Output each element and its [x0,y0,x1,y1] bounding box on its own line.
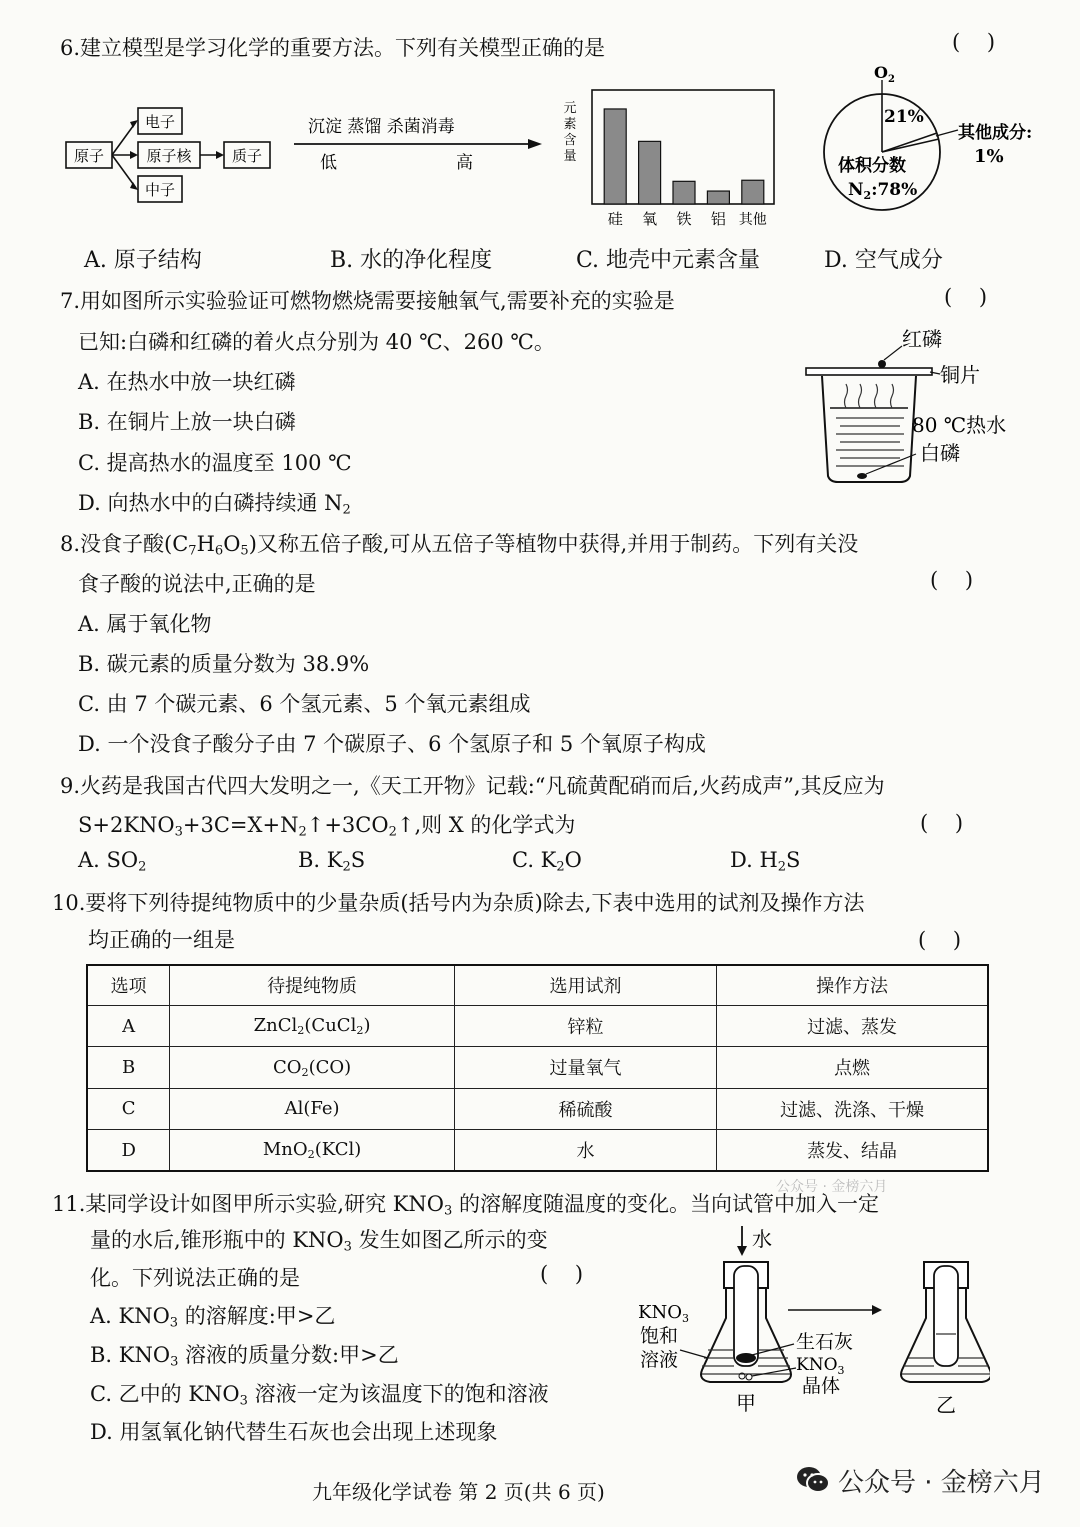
q11-stem-line1: 11.某同学设计如图甲所示实验,研究 $KNO_3$ 的溶解度随温度的变化。当向试管中加入一定 [52,1192,879,1219]
q8-option-b: B. 碳元素的质量分数为 38.9% [78,652,370,676]
page-footer: 九年级化学试卷 第 2 页(共 6 页) [312,1480,605,1504]
atom-structure-diagram [60,100,290,210]
crystal-label: 晶体 [802,1375,841,1397]
header-substance: 待提纯物质 [170,965,455,1005]
hot-water-label: 80 ℃热水 [912,413,1007,437]
q9-equation: $S+2KNO_3+3C=X+N_2↑+3CO_2↑$,则 X 的化学式为 [78,813,576,840]
degree-high: 高 [456,153,473,173]
white-phosphorus-label: 白磷 [920,441,960,465]
red-phosphorus-label: 红磷 [902,327,942,351]
y-axis-label-char: 素 [563,117,577,132]
bar-氧 [639,141,661,204]
faint-watermark: 公众号 · 金榜六月 [776,1179,888,1195]
q8-answer-paren: ( ) [930,568,974,592]
x-tick-label: 铝 [710,210,726,228]
quicklime-label: 生石灰 [796,1331,854,1353]
q7-option-b: B. 在铜片上放一块白磷 [78,410,296,434]
q10-stem-line2: 均正确的一组是 [88,928,235,952]
q7-known: 已知:白磷和红磷的着火点分别为 40 ℃、260 ℃。 [78,330,555,354]
q11-option-b: B. $KNO_3$ 溶液的质量分数:甲>乙 [90,1343,399,1370]
figure-yi-label: 乙 [936,1393,956,1417]
q9-stem-line1: 9.火药是我国古代四大发明之一,《天工开物》记载:“凡硫黄配硝而后,火药成声”,其反应为 [60,774,885,798]
table-row: A ZnCl$_2$(CuCl$_2$) 锌粒 过滤、蒸发 [87,1005,988,1046]
combustion-experiment-figure [800,326,1050,496]
copper-plate-label: 铜片 [940,363,980,387]
table-row: C Al(Fe) 稀硫酸 过滤、洗涤、干燥 [87,1088,988,1129]
wechat-account-label: 公众号 · 金榜六月 [838,1468,1045,1498]
table-row: B $CO_2(CO)$ 过量氧气 点燃 [87,1047,988,1088]
header-reagent: 选用试剂 [454,965,716,1005]
y-axis-label-char: 量 [563,149,577,164]
q11-stem-line2: 量的水后,锥形瓶中的 $KNO_3$ 发生如图乙所示的变 [90,1228,548,1255]
solution-label: 溶液 [640,1349,679,1371]
q6-option-b: B. 水的净化程度 [330,248,493,273]
x-tick-label: 氧 [642,210,658,228]
bar-铁 [673,181,695,204]
y-axis-label-char: 元 [563,101,577,116]
q7-stem: 7.用如图所示实验验证可燃物燃烧需要接触氧气,需要补充的实验是 [60,289,675,313]
degree-low: 低 [320,153,337,173]
red-phosphorus-dot [878,360,886,368]
q9-option-a: A. $SO_2$ [78,848,147,875]
q7-answer-paren: ( ) [944,285,988,309]
q8-option-c: C. 由 7 个碳元素、6 个氢元素、5 个氧元素组成 [78,692,531,716]
test-tube-jia [734,1266,758,1366]
q11-option-a: A. $KNO_3$ 的溶解度:甲>乙 [90,1304,336,1331]
q7-option-a: A. 在热水中放一块红磷 [78,370,296,394]
water-label: 水 [752,1227,772,1251]
q8-option-a: A. 属于氧化物 [78,612,212,636]
figure-jia-label: 甲 [736,1391,756,1415]
saturated-label: 饱和 [640,1325,679,1347]
copper-plate [806,368,932,375]
pie-center-label: 体积分数 [838,156,906,176]
bar-其他 [742,180,764,204]
q7-option-d: D. 向热水中的白磷持续通 $N_2$ [78,491,351,518]
q9-option-c: C. $K_2O$ [512,848,582,875]
bar-硅 [604,109,626,204]
neutron-label: 中子 [144,181,176,199]
air-composition-pie [818,64,1080,214]
test-tube-yi [934,1266,958,1366]
x-tick-label: 其他 [738,212,767,228]
q11-option-c: C. 乙中的 $KNO_3$ 溶液一定为该温度下的饱和溶液 [90,1382,549,1409]
q6-option-c: C. 地壳中元素含量 [576,248,761,273]
q6-stem: 6.建立模型是学习化学的重要方法。下列有关模型正确的是 [60,36,606,60]
header-option: 选项 [87,965,170,1005]
q8-stem-line1: 8.没食子酸$(C_7H_6O_5)$又称五倍子酸,可从五倍子等植物中获得,并用于制药。下列有关没 [60,532,859,559]
q9-option-b: B. $K_2S$ [298,848,366,875]
y-axis-label-char: 含 [563,133,577,148]
q8-stem-line2: 食子酸的说法中,正确的是 [78,572,316,596]
x-tick-label: 硅 [607,210,623,228]
nucleus-label: 原子核 [146,147,192,165]
white-phosphorus-dot [857,473,867,479]
table-header-row [87,965,988,1005]
q9-answer-paren: ( ) [920,811,964,835]
q6-answer-paren: ( ) [952,30,996,54]
q11-stem-line3: 化。下列说法正确的是 [90,1266,300,1290]
wechat-icon [796,1465,830,1495]
electron-label: 电子 [144,113,176,131]
water-purification-diagram [290,110,550,180]
n2-label: $N_2:78\%$ [848,180,918,202]
crust-element-chart [562,86,780,234]
other-percent: 1% [974,146,1004,167]
o2-label: $O_2$ [874,64,895,85]
kno3-solution-label: $KNO_3$ [638,1302,689,1325]
kno3-crystal-label: $KNO_3$ [796,1355,845,1377]
bar-铝 [707,191,729,204]
q11-option-d: D. 用氢氧化钠代替生石灰也会出现上述现象 [90,1420,498,1444]
purification-steps: 沉淀 蒸馏 杀菌消毒 [308,117,455,137]
q6-option-d: D. 空气成分 [824,248,943,273]
header-method: 操作方法 [717,965,988,1005]
q8-option-d: D. 一个没食子酸分子由 7 个碳原子、6 个氢原子和 5 个氧原子构成 [78,732,706,756]
atom-label: 原子 [73,147,105,165]
solubility-experiment-figure [630,1222,990,1422]
proton-label: 质子 [231,147,263,165]
other-label: 其他成分: [958,123,1033,143]
x-tick-label: 铁 [676,210,692,228]
q11-answer-paren: ( ) [540,1262,584,1286]
o2-percent: 21% [884,107,924,127]
table-row: D MnO$_2$(KCl) 水 蒸发、结晶 [87,1130,988,1171]
q10-answer-paren: ( ) [918,928,962,952]
purification-table [86,964,989,1172]
q10-stem-line1: 10.要将下列待提纯物质中的少量杂质(括号内为杂质)除去,下表中选用的试剂及操作方法 [52,891,865,915]
q9-option-d: D. $H_2S$ [730,848,801,875]
q7-option-c: C. 提高热水的温度至 100 ℃ [78,451,352,475]
q6-option-a: A. 原子结构 [84,248,202,273]
